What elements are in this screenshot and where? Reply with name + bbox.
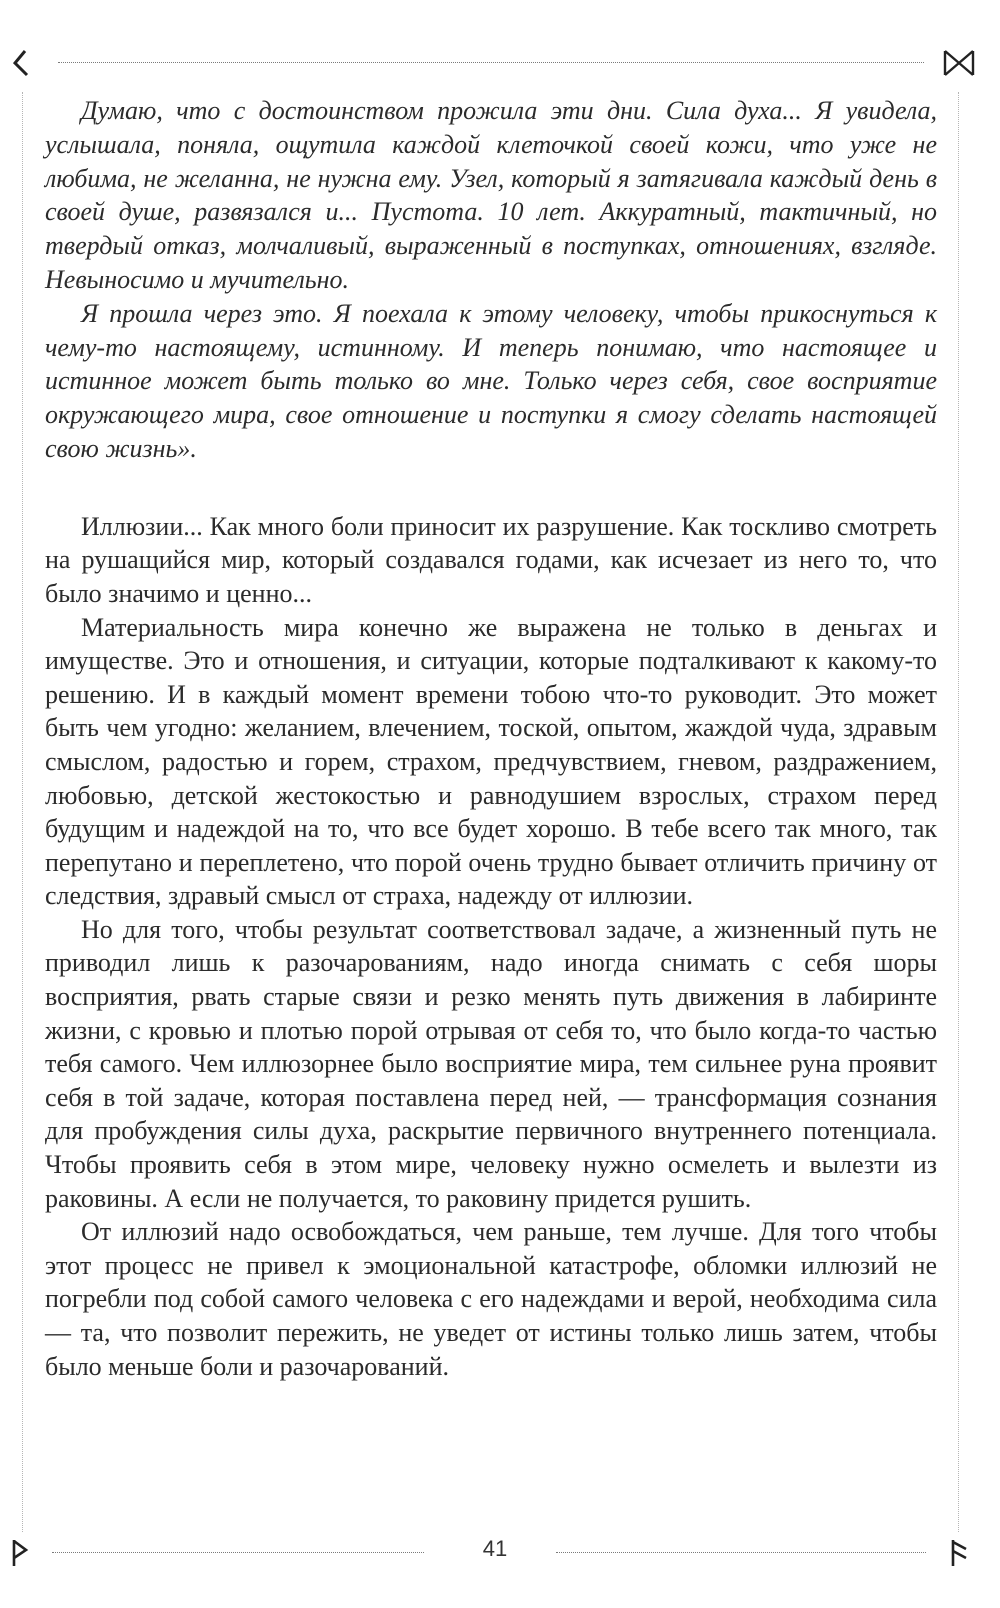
quoted-letter	[45, 94, 937, 466]
bottom-right-dotted-rule	[556, 1552, 926, 1553]
top-dotted-rule	[58, 62, 924, 63]
ansuz-rune-icon	[944, 1538, 974, 1568]
quote-paragraph: Я прошла через это. Я поехала к этому человеку, чтобы прикоснуться к чему-то настоящему, истинному. И теперь понимаю, что настоящее и истинное может быть только во мне. Только через себя, свое восприятие окружающего мира, свое отношение и поступки я смогу сделать настоящей свою жизнь».	[45, 298, 937, 463]
sowilo-rune-icon	[6, 48, 36, 78]
page-number: 41	[482, 1536, 508, 1561]
body-paragraph: Иллюзии... Как много боли приносит их разрушение. Как тоскливо смотреть на рушащийся мир, который создавался годами, как исчезает из него то, что было значимо и ценно...	[45, 511, 937, 608]
quote-paragraph: Думаю, что с достоинством прожила эти дни. Сила духа... Я увидела, услышала, поняла, ощутила каждой клеточкой своей кожи, что уже не любима, не желанна, не нужна ему. Узел, который я затягивала каждый день в своей душе, развязался и... Пустота. 10 лет. Аккуратный, тактичный, но твердый отказ, молчаливый, выраженный в поступках, отношениях, взгляде. Невыносимо и мучительно.	[45, 96, 937, 294]
right-dotted-rule	[958, 92, 959, 1532]
left-dotted-rule	[22, 92, 23, 1532]
body-paragraph: От иллюзий надо освобождаться, чем раньше, тем лучше. Для того чтобы этот процесс не привел к эмоциональной катастрофе, обломки иллюзий не погребли под собой самого человека с его надеждами и верой, необходима сила — та, что позволит пережить, не уведет от истины только лишь затем, чтобы было меньше боли и разочарований.	[45, 1217, 937, 1381]
dagaz-rune-icon	[942, 48, 976, 78]
bottom-left-dotted-rule	[52, 1552, 424, 1553]
body-paragraph: Материальность мира конечно же выражена не только в деньгах и имуществе. Это и отношения, и ситуации, которые подталкивают к какому-то решению. И в каждый момент времени тобою что-то руководит. Это может быть чем угодно: желанием, влечением, тоской, опытом, жаждой чуда, здравым смыслом, радостью и горем, страхом, предчувствием, гневом, раздражением, любовью, детской жестокостью и равнодушием взрослых, страхом перед будущим и надеждой на то, что все будет хорошо. В тебе всего так много, так перепутано и переплетено, что порой очень трудно бывает отличить причину от следствия, здравый смысл от страха, надежду от иллюзии.	[45, 612, 937, 911]
wunjo-rune-icon	[6, 1538, 36, 1568]
body-paragraph: Но для того, чтобы результат соответствовал задаче, а жизненный путь не приводил лишь к разочарованиям, надо иногда снимать с себя шоры восприятия, рвать старые связи и резко менять путь движения в лабиринте жизни, с кровью и плотью порой отрывая от себя то, что было когда-то частью тебя самого. Чем иллюзорнее было восприятие мира, тем сильнее руна проявит себя в той задаче, которая поставлена перед ней, — трансформация сознания для пробуждения силы духа, раскрытие первичного внутреннего потенциала. Чтобы проявить себя в этом мире, человеку нужно осмелеть и вылезти из раковины. А если не получается, то раковину придется рушить.	[45, 914, 937, 1213]
body-text	[45, 510, 937, 1383]
page-content	[45, 94, 937, 1383]
